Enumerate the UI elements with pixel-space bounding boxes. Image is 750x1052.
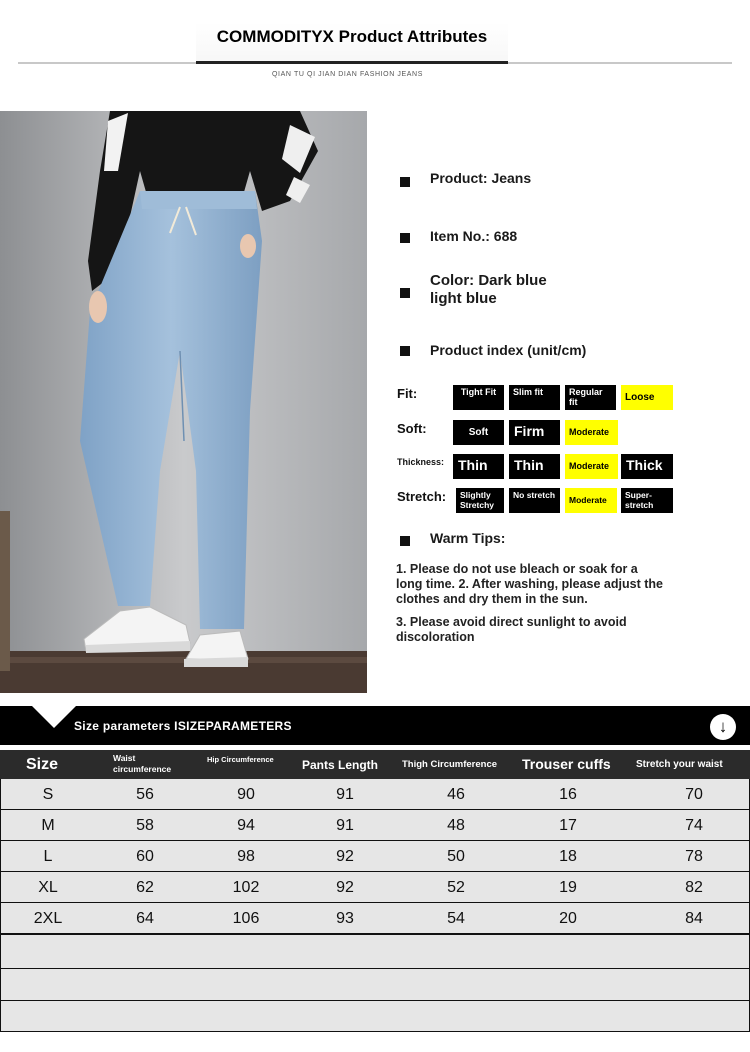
measurement-cell: 93: [336, 910, 354, 927]
bullet-icon: [400, 177, 410, 187]
measurement-cell: 16: [559, 786, 577, 803]
soft-label: Soft:: [397, 421, 427, 436]
measurement-cell: 82: [685, 879, 703, 896]
measurement-cell: 92: [336, 848, 354, 865]
empty-row: [0, 1001, 750, 1032]
down-arrow-circle-icon: ↓: [710, 714, 736, 740]
size-cell: M: [41, 817, 55, 834]
thickness-option-thick: Thick: [621, 454, 673, 479]
stretch-option-none: No stretch: [509, 488, 560, 513]
measurement-cell: 62: [136, 879, 154, 896]
measurement-cell: 48: [447, 817, 465, 834]
measurement-cell: 94: [237, 817, 255, 834]
measurement-cell: 92: [336, 879, 354, 896]
col-header-waist: Waist circumference: [113, 753, 172, 774]
size-cell: 2XL: [33, 910, 63, 927]
soft-option-soft: Soft: [453, 420, 504, 445]
table-row: [0, 810, 750, 841]
table-row: [0, 872, 750, 903]
table-row: [0, 841, 750, 872]
measurement-cell: 102: [232, 879, 260, 896]
table-row: [0, 779, 750, 810]
measurement-cell: 18: [559, 848, 577, 865]
size-section-title: Size parameters ISIZEPARAMETERS: [74, 719, 292, 733]
measurement-cell: 91: [336, 786, 354, 803]
bullet-icon: [400, 346, 410, 356]
measurement-cell: 58: [136, 817, 154, 834]
empty-row: [0, 934, 750, 969]
page-title: COMMODITYX Product Attributes: [196, 22, 508, 64]
measurement-cell: 19: [559, 879, 577, 896]
measurement-cell: 84: [685, 910, 703, 927]
thickness-option-moderate: Moderate: [565, 454, 618, 479]
warm-tips-heading: Warm Tips:: [430, 530, 506, 546]
soft-option-firm: Firm: [509, 420, 560, 445]
empty-row: [0, 969, 750, 1001]
size-table-header: [0, 750, 750, 779]
col-header-pants-length: Pants Length: [302, 758, 379, 772]
product-type: Product: Jeans: [430, 170, 532, 186]
color-line-2: light blue: [430, 290, 497, 307]
table-frame-left: [0, 779, 1, 1032]
color-line-1: Color: Dark blue: [430, 272, 547, 289]
measurement-cell: 78: [685, 848, 703, 865]
thickness-label: Thickness:: [397, 457, 445, 467]
index-heading: Product index (unit/cm): [430, 342, 587, 358]
measurement-cell: 90: [237, 786, 255, 803]
measurement-cell: 98: [237, 848, 255, 865]
stretch-label: Stretch:: [397, 489, 447, 504]
measurement-cell: 46: [447, 786, 465, 803]
measurement-cell: 91: [336, 817, 354, 834]
measurement-cell: 64: [136, 910, 154, 927]
col-header-thigh: Thigh Circumference: [402, 759, 498, 770]
stretch-option-moderate: Moderate: [565, 488, 617, 513]
measurement-cell: 17: [559, 817, 577, 834]
size-cell: L: [43, 848, 53, 865]
bullet-icon: [400, 288, 410, 298]
header-subtitle: QIAN TU QI JIAN DIAN FASHION JEANS: [272, 71, 423, 78]
stretch-option-slightly: Slightly Stretchy: [456, 488, 504, 513]
col-header-stretch-waist: Stretch your waist: [636, 759, 723, 770]
measurement-cell: 106: [232, 910, 260, 927]
measurement-cell: 56: [136, 786, 154, 803]
col-header-cuffs: Trouser cuffs: [522, 756, 611, 772]
warm-tip-1: 1. Please do not use bleach or soak for a long time. 2. After washing, please adjust the clothes and dry them in the sun.: [396, 562, 663, 606]
measurement-cell: 20: [559, 910, 577, 927]
stretch-option-super: Super-stretch: [621, 488, 673, 513]
bullet-icon: [400, 536, 410, 546]
band-notch-decoration: [32, 706, 76, 728]
soft-option-moderate: Moderate: [565, 420, 618, 445]
fit-option-loose: Loose: [621, 385, 673, 410]
measurement-cell: 74: [685, 817, 703, 834]
measurement-cell: 52: [447, 879, 465, 896]
measurement-cell: 54: [447, 910, 465, 927]
header-divider-accent: [196, 61, 508, 64]
thickness-option-thin-1: Thin: [453, 454, 504, 479]
col-header-hip: Hip Circumference: [207, 755, 274, 764]
measurement-cell: 70: [685, 786, 703, 803]
fit-label: Fit:: [397, 386, 418, 401]
col-header-size: Size: [26, 756, 59, 773]
size-cell: XL: [38, 879, 58, 896]
measurement-cell: 60: [136, 848, 154, 865]
fit-option-regular: Regular fit: [565, 385, 616, 410]
warm-tip-2: 3. Please avoid direct sunlight to avoid discoloration: [396, 615, 627, 644]
size-cell: S: [42, 786, 54, 803]
product-photo: [0, 111, 367, 693]
table-row: [0, 903, 750, 934]
bullet-icon: [400, 233, 410, 243]
fit-option-slim: Slim fit: [509, 385, 560, 410]
item-number: Item No.: 688: [430, 228, 518, 244]
fit-option-tight: Tight Fit: [453, 385, 504, 410]
measurement-cell: 50: [447, 848, 465, 865]
thickness-option-thin-2: Thin: [509, 454, 560, 479]
